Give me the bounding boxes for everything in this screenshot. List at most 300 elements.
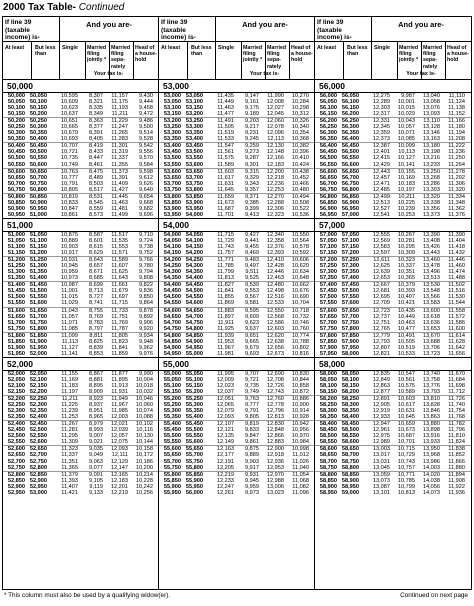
married-separately-tax-cell: 12,568 xyxy=(266,313,284,320)
at-least-cell: 50,300 xyxy=(7,130,25,137)
at-least-cell: 51,150 xyxy=(7,250,25,257)
married-jointly-tax-cell: 10,057 xyxy=(397,124,415,131)
married-separately-tax-cell: 12,200 xyxy=(266,168,284,175)
married-separately-tax-cell: 13,303 xyxy=(422,186,440,193)
single-tax-cell: 10,917 xyxy=(60,250,78,257)
head-of-household-tax-cell: 9,430 xyxy=(139,93,153,99)
but-less-than-cell: 56,650 xyxy=(341,168,359,175)
but-less-than-cell: 52,850 xyxy=(29,471,47,478)
head-of-household-tax-cell: 11,516 xyxy=(448,288,465,295)
but-less-than-label: But less than xyxy=(35,45,56,58)
at-least-cell: 50,100 xyxy=(7,105,25,112)
married-separately-tax-cell: 13,968 xyxy=(422,452,440,459)
married-jointly-tax-cell: 8,657 xyxy=(89,263,103,270)
but-less-than-cell: 51,850 xyxy=(29,332,47,339)
at-least-cell: 52,150 xyxy=(7,389,25,396)
at-least-cell: 54,550 xyxy=(163,300,181,307)
head-of-household-tax-cell: 9,808 xyxy=(139,275,153,282)
but-less-than-cell: 56,250 xyxy=(341,118,359,125)
married-separately-tax-cell: 12,726 xyxy=(266,382,284,389)
head-of-household-tax-cell: 11,068 xyxy=(292,477,309,484)
married-separately-tax-cell: 12,446 xyxy=(266,269,284,276)
but-less-than-cell: 58,700 xyxy=(341,452,359,459)
at-least-cell: 55,950 xyxy=(163,489,181,496)
block-heading: 54,000 xyxy=(159,219,314,232)
head-of-household-tax-cell: 10,718 xyxy=(291,307,309,314)
married-jointly-tax-cell: 9,875 xyxy=(245,446,259,453)
but-less-than-cell: 55,200 xyxy=(185,389,203,396)
married-separately-tax-cell: 13,758 xyxy=(422,376,440,383)
block-heading: 55,000 xyxy=(159,358,314,371)
head-of-household-tax-cell: 11,922 xyxy=(448,483,465,490)
table-row xyxy=(159,275,314,282)
at-least-cell: 54,700 xyxy=(163,319,181,326)
but-less-than-cell: 56,300 xyxy=(341,124,359,131)
at-least-cell: 55,250 xyxy=(163,402,181,409)
head-of-household-tax-cell: 10,144 xyxy=(135,439,153,446)
married-separately-tax-cell: 13,320 xyxy=(422,193,440,200)
at-least-cell: 51,650 xyxy=(7,313,25,320)
head-of-household-tax-cell: 9,920 xyxy=(139,325,153,332)
married-jointly-tax-cell: 9,371 xyxy=(245,193,259,200)
at-least-cell: 57,700 xyxy=(319,319,337,326)
single-tax-cell: 12,149 xyxy=(216,439,234,446)
at-least-cell: 54,150 xyxy=(163,250,181,257)
but-less-than-cell: 57,350 xyxy=(341,269,359,276)
but-less-than-cell: 53,950 xyxy=(185,205,203,212)
single-tax-cell: 11,197 xyxy=(61,389,78,396)
at-least-cell: 54,100 xyxy=(163,244,181,251)
married-jointly-tax-cell: 9,763 xyxy=(245,396,259,403)
single-tax-cell: 11,365 xyxy=(61,464,78,471)
head-of-household-tax-cell: 11,082 xyxy=(292,483,309,490)
married-separately-tax-cell: 13,408 xyxy=(422,237,440,244)
married-separately-tax-cell: 14,003 xyxy=(422,464,440,471)
single-tax-cell: 11,225 xyxy=(61,402,78,409)
single-tax-cell: 12,093 xyxy=(216,414,234,421)
but-less-than-cell: 57,500 xyxy=(341,288,359,295)
income-block xyxy=(315,80,471,218)
single-tax-cell: 11,043 xyxy=(61,307,78,314)
married-jointly-tax-cell: 8,811 xyxy=(89,332,103,339)
but-less-than-cell: 52,650 xyxy=(29,446,47,453)
at-least-cell: 56,750 xyxy=(319,186,337,193)
head-of-household-tax-cell: 10,830 xyxy=(291,370,309,377)
single-tax-cell: 12,023 xyxy=(216,382,234,389)
married-separately-tax-cell: 12,075 xyxy=(110,439,128,446)
single-tax-cell: 11,505 xyxy=(217,124,234,131)
married-jointly-tax-cell: 9,959 xyxy=(245,483,259,490)
married-jointly-tax-cell: 9,161 xyxy=(245,99,259,106)
at-least-cell: 57,200 xyxy=(319,257,337,264)
but-less-than-cell: 53,900 xyxy=(185,199,203,206)
head-of-household-tax-cell: 11,642 xyxy=(448,344,465,351)
married-separately-tax-cell: 12,096 xyxy=(266,130,284,137)
head-of-household-tax-cell: 9,822 xyxy=(139,282,153,289)
head-of-household-tax-cell: 11,824 xyxy=(448,439,465,446)
married-separately-tax-cell: 11,895 xyxy=(111,376,128,383)
married-jointly-tax-cell: 9,259 xyxy=(245,143,259,150)
head-of-household-tax-cell: 11,754 xyxy=(448,408,465,415)
at-least-cell: 56,050 xyxy=(319,99,337,106)
married-jointly-tax-cell: 10,197 xyxy=(397,186,415,193)
block-heading: 53,000 xyxy=(159,80,314,93)
but-less-than-cell: 57,150 xyxy=(341,244,359,251)
married-separately-tax-cell: 12,270 xyxy=(266,193,284,200)
but-less-than-cell: 52,300 xyxy=(29,402,47,409)
married-jointly-tax-cell: 8,853 xyxy=(89,350,103,357)
but-less-than-cell: 53,350 xyxy=(185,130,203,137)
but-less-than-cell: 55,450 xyxy=(185,421,203,428)
married-jointly-tax-cell: 9,497 xyxy=(245,263,259,270)
married-jointly-tax-cell: 9,609 xyxy=(245,313,259,320)
married-jointly-tax-cell: 8,713 xyxy=(89,288,103,295)
head-of-household-tax-cell: 10,522 xyxy=(291,205,309,212)
head-of-household-tax-cell: 10,914 xyxy=(291,408,309,415)
at-least-cell: 52,550 xyxy=(7,439,25,446)
but-less-than-cell: 51,600 xyxy=(29,300,47,307)
but-less-than-cell: 57,800 xyxy=(341,325,359,332)
single-tax-cell: 12,457 xyxy=(372,174,390,181)
at-least-cell: 57,750 xyxy=(319,325,337,332)
at-least-cell: 56,900 xyxy=(319,205,337,212)
head-of-household-tax-cell: 10,606 xyxy=(291,257,309,264)
table-row xyxy=(315,465,471,472)
married-separately-tax-cell: 13,216 xyxy=(422,155,440,162)
married-separately-tax-cell: 11,823 xyxy=(111,338,128,345)
but-less-than-cell: 55,800 xyxy=(185,464,203,471)
at-least-cell: 56,300 xyxy=(319,130,337,137)
married-jointly-tax-cell: 8,615 xyxy=(89,244,103,251)
but-less-than-cell: 53,400 xyxy=(185,136,203,143)
married-separately-tax-cell: 11,409 xyxy=(111,180,128,187)
married-jointly-tax-cell: 9,483 xyxy=(245,257,259,264)
married-jointly-tax-cell: 10,239 xyxy=(397,205,415,212)
head-of-household-tax-cell: 10,396 xyxy=(291,149,309,156)
head-of-household-tax-cell: 10,200 xyxy=(135,464,153,471)
but-less-than-cell: 55,000 xyxy=(185,350,203,357)
if-line-label: If line 39 (taxable income) is- xyxy=(317,19,352,41)
at-least-cell: 50,750 xyxy=(7,186,25,193)
married-jointly-tax-cell: 9,525 xyxy=(245,275,259,282)
married-separately-tax-cell: 11,841 xyxy=(111,344,128,351)
at-least-cell: 54,650 xyxy=(163,313,181,320)
married-jointly-tax-cell: 8,993 xyxy=(89,427,103,434)
single-tax-cell: 12,975 xyxy=(372,433,390,440)
at-least-cell: 55,700 xyxy=(163,458,181,465)
married-jointly-tax-cell: 10,799 xyxy=(397,483,415,490)
married-jointly-tax-cell: 8,349 xyxy=(89,111,103,118)
at-least-cell: 56,200 xyxy=(319,118,337,125)
but-less-than-cell: 58,250 xyxy=(341,396,359,403)
at-least-cell: 56,250 xyxy=(319,124,337,131)
head-of-household-tax-cell: 11,460 xyxy=(448,263,465,270)
single-tax-cell: 12,919 xyxy=(372,408,390,415)
married-jointly-tax-cell: 10,659 xyxy=(397,421,415,428)
if-line-label: If line 39 (taxable income) is- xyxy=(5,19,40,41)
single-tax-cell: 12,373 xyxy=(372,136,390,143)
single-tax-cell: 11,141 xyxy=(61,350,78,357)
at-least-cell: 51,750 xyxy=(7,325,25,332)
married-separately-tax-cell: 11,643 xyxy=(111,275,128,282)
head-of-household-tax-cell: 11,208 xyxy=(448,136,465,143)
single-tax-cell: 10,679 xyxy=(60,130,78,137)
income-block xyxy=(3,357,158,496)
head-of-household-tax-cell: 10,956 xyxy=(291,427,309,434)
married-separately-tax-cell: 11,589 xyxy=(111,257,128,264)
at-least-cell: 53,350 xyxy=(163,136,181,143)
married-jointly-tax-cell: 10,617 xyxy=(397,402,415,409)
but-less-than-cell: 54,400 xyxy=(185,275,203,282)
single-tax-cell: 12,779 xyxy=(372,332,390,339)
single-tax-cell: 11,841 xyxy=(217,288,234,295)
married-separately-tax-cell: 11,427 xyxy=(111,186,128,193)
single-tax-cell: 12,443 xyxy=(372,168,390,175)
head-of-household-tax-cell: 11,558 xyxy=(448,307,465,314)
at-least-cell: 52,950 xyxy=(7,489,25,496)
table-row xyxy=(315,439,471,446)
head-of-household-tax-cell: 10,872 xyxy=(291,389,309,396)
married-jointly-tax-cell: 10,183 xyxy=(397,180,415,187)
but-less-than-cell: 58,850 xyxy=(341,471,359,478)
married-jointly-tax-cell: 10,323 xyxy=(397,257,415,264)
at-least-cell: 54,450 xyxy=(163,288,181,295)
head-of-household-tax-cell: 11,628 xyxy=(448,338,465,345)
single-tax-cell: 12,905 xyxy=(372,402,390,409)
head-of-household-tax-cell: 9,976 xyxy=(139,350,153,357)
head-of-household-tax-cell: 10,508 xyxy=(291,199,309,206)
head-of-household-tax-cell: 11,530 xyxy=(448,294,465,301)
single-tax-cell: 12,275 xyxy=(372,93,390,99)
but-less-than-cell: 54,500 xyxy=(185,288,203,295)
but-less-than-cell: 56,400 xyxy=(341,136,359,143)
married-separately-tax-cell: 12,165 xyxy=(110,471,128,478)
at-least-cell: 51,800 xyxy=(7,332,25,339)
at-least-cell: 50,350 xyxy=(7,136,25,143)
single-tax-cell: 12,345 xyxy=(372,124,390,131)
your-tax-label: Your tax is- xyxy=(249,71,280,77)
at-least-cell: 50,600 xyxy=(7,168,25,175)
married-jointly-tax-cell: 9,441 xyxy=(245,237,259,244)
married-jointly-tax-cell: 9,791 xyxy=(245,408,259,415)
income-block xyxy=(159,80,314,218)
but-less-than-cell: 57,700 xyxy=(341,313,359,320)
single-tax-cell: 11,211 xyxy=(61,396,78,403)
but-less-than-cell: 50,750 xyxy=(29,180,47,187)
at-least-cell: 51,400 xyxy=(7,282,25,289)
married-jointly-tax-cell: 10,645 xyxy=(397,414,415,421)
but-less-than-cell: 53,800 xyxy=(185,186,203,193)
but-less-than-cell: 51,550 xyxy=(29,294,47,301)
head-of-household-tax-cell: 11,726 xyxy=(448,396,465,403)
head-of-household-tax-cell: 11,796 xyxy=(448,427,465,434)
married-separately-tax-cell: 11,553 xyxy=(111,244,128,251)
but-less-than-cell: 55,350 xyxy=(185,408,203,415)
head-of-household-tax-cell: 11,656 xyxy=(448,350,465,357)
but-less-than-cell: 58,500 xyxy=(341,427,359,434)
single-tax-cell: 11,407 xyxy=(61,483,78,490)
but-less-than-cell: 58,300 xyxy=(341,402,359,409)
head-of-household-tax-cell: 9,794 xyxy=(139,269,153,276)
but-less-than-cell: 50,200 xyxy=(29,111,47,118)
married-jointly-tax-cell: 8,433 xyxy=(89,149,103,156)
single-tax-cell: 12,611 xyxy=(373,257,390,264)
single-tax-cell: 12,583 xyxy=(372,244,390,251)
but-less-than-cell: 53,750 xyxy=(185,180,203,187)
head-of-household-tax-cell: 10,676 xyxy=(291,288,309,295)
married-separately-tax-cell: 11,445 xyxy=(111,193,128,200)
married-jointly-tax-cell: 9,679 xyxy=(245,344,259,351)
but-less-than-cell: 51,200 xyxy=(29,250,47,257)
married-separately-tax-cell: 13,460 xyxy=(422,257,440,264)
table-row xyxy=(315,111,471,118)
but-less-than-cell: 53,600 xyxy=(185,161,203,168)
head-of-household-tax-cell: 9,948 xyxy=(139,338,153,345)
married-separately-tax-cell: 13,006 xyxy=(266,483,284,490)
head-of-household-label: Head of a house-hold xyxy=(447,45,469,64)
but-less-than-cell: 56,500 xyxy=(341,149,359,156)
head-of-household-tax-cell: 11,838 xyxy=(448,446,465,453)
married-separately-tax-cell: 12,111 xyxy=(111,452,128,459)
at-least-cell: 57,600 xyxy=(319,307,337,314)
at-least-cell: 51,950 xyxy=(7,350,25,357)
at-least-cell: 58,750 xyxy=(319,464,337,471)
married-jointly-tax-cell: 8,909 xyxy=(89,389,103,396)
single-tax-cell: 11,323 xyxy=(61,446,78,453)
married-separately-tax-cell: 12,638 xyxy=(266,338,284,345)
your-tax-label: Your tax is- xyxy=(406,71,436,77)
married-separately-tax-cell: 13,933 xyxy=(422,439,440,446)
at-least-cell: 51,900 xyxy=(7,344,25,351)
but-less-than-cell: 51,350 xyxy=(29,269,47,276)
single-tax-cell: 10,707 xyxy=(60,143,78,150)
at-least-cell: 54,000 xyxy=(163,231,181,238)
single-tax-cell: 11,869 xyxy=(217,300,234,307)
single-tax-cell: 12,359 xyxy=(372,130,390,137)
but-less-than-cell: 54,800 xyxy=(185,325,203,332)
married-separately-tax-cell: 11,949 xyxy=(111,396,128,403)
married-separately-tax-cell: 13,776 xyxy=(422,382,440,389)
at-least-cell: 56,500 xyxy=(319,155,337,162)
at-least-cell: 51,350 xyxy=(7,275,25,282)
at-least-cell: 53,200 xyxy=(163,118,181,125)
married-jointly-tax-cell: 9,147 xyxy=(245,93,259,99)
at-least-cell: 50,700 xyxy=(7,180,25,187)
but-less-than-cell: 53,500 xyxy=(185,149,203,156)
single-tax-cell: 11,155 xyxy=(61,370,78,377)
at-least-cell: 56,550 xyxy=(319,161,337,168)
head-of-household-tax-cell: 11,446 xyxy=(448,257,465,264)
at-least-cell: 55,100 xyxy=(163,382,181,389)
table-row xyxy=(315,326,471,333)
but-less-than-label: But less than xyxy=(347,45,368,58)
head-of-household-tax-cell: 9,528 xyxy=(139,136,153,143)
head-of-household-tax-cell: 11,194 xyxy=(448,130,465,137)
at-least-cell: 53,150 xyxy=(163,111,181,118)
at-least-cell: 55,800 xyxy=(163,471,181,478)
but-less-than-cell: 53,850 xyxy=(185,193,203,200)
at-least-cell: 54,300 xyxy=(163,269,181,276)
single-tax-cell: 12,051 xyxy=(216,396,234,403)
single-tax-cell: 10,903 xyxy=(60,244,78,251)
married-jointly-tax-cell: 9,049 xyxy=(89,452,103,459)
single-tax-cell: 11,771 xyxy=(217,257,234,264)
at-least-cell: 52,400 xyxy=(7,421,25,428)
at-least-cell: 57,550 xyxy=(319,300,337,307)
at-least-cell: 51,050 xyxy=(7,237,25,244)
married-jointly-tax-cell: 9,105 xyxy=(89,477,103,484)
single-tax-cell: 12,499 xyxy=(372,193,390,200)
at-least-cell: 53,100 xyxy=(163,105,181,112)
single-tax-cell: 11,995 xyxy=(217,370,234,377)
married-separately-tax-cell: 13,058 xyxy=(422,99,440,106)
head-of-household-tax-cell: 9,458 xyxy=(139,105,153,112)
head-of-household-tax-cell: 9,906 xyxy=(139,319,153,326)
at-least-cell: 56,400 xyxy=(319,143,337,150)
single-tax-cell: 11,477 xyxy=(217,111,234,118)
head-of-household-tax-cell: 11,670 xyxy=(448,370,465,377)
at-least-cell: 50,500 xyxy=(7,155,25,162)
head-of-household-tax-cell: 9,836 xyxy=(139,288,153,295)
but-less-than-cell: 55,500 xyxy=(185,427,203,434)
at-least-cell: 53,750 xyxy=(163,186,181,193)
table-row xyxy=(159,326,314,333)
married-jointly-tax-cell: 10,771 xyxy=(397,471,415,478)
single-tax-cell: 12,863 xyxy=(372,382,390,389)
single-tax-cell: 10,847 xyxy=(60,205,78,212)
married-separately-tax-cell: 12,936 xyxy=(266,458,284,465)
married-jointly-tax-cell: 10,757 xyxy=(397,464,415,471)
at-least-cell: 53,450 xyxy=(163,149,181,156)
single-tax-cell: 11,855 xyxy=(217,294,234,301)
single-tax-cell: 11,337 xyxy=(61,452,78,459)
married-jointly-tax-cell: 9,469 xyxy=(245,250,259,257)
married-separately-tax-cell: 11,211 xyxy=(111,111,128,118)
at-least-cell: 51,450 xyxy=(7,288,25,295)
at-least-cell: 51,600 xyxy=(7,307,25,314)
block-heading: 52,000 xyxy=(3,358,158,371)
head-of-household-tax-cell: 11,502 xyxy=(448,282,465,289)
but-less-than-cell: 56,900 xyxy=(341,199,359,206)
at-least-cell: 58,950 xyxy=(319,489,337,496)
at-least-cell: 50,950 xyxy=(7,211,25,218)
married-jointly-tax-cell: 8,489 xyxy=(89,174,103,181)
but-less-than-cell: 52,800 xyxy=(29,464,47,471)
table-row xyxy=(3,389,158,396)
married-separately-tax-cell: 12,183 xyxy=(110,477,128,484)
married-jointly-tax-cell: 9,707 xyxy=(245,370,259,377)
head-of-household-tax-cell: 9,486 xyxy=(139,118,153,125)
married-separately-label: Married filing sepa-rately xyxy=(267,45,287,70)
married-jointly-tax-cell: 8,503 xyxy=(89,180,103,187)
income-block xyxy=(159,357,314,496)
head-of-household-tax-cell: 10,886 xyxy=(291,396,309,403)
married-separately-tax-cell: 13,286 xyxy=(422,180,440,187)
at-least-cell: 55,300 xyxy=(163,408,181,415)
head-of-household-tax-cell: 10,060 xyxy=(135,402,153,409)
tax-table-column xyxy=(3,17,159,589)
but-less-than-cell: 50,600 xyxy=(29,161,47,168)
but-less-than-cell: 50,650 xyxy=(29,168,47,175)
at-least-cell: 52,800 xyxy=(7,471,25,478)
at-least-cell: 52,500 xyxy=(7,433,25,440)
but-less-than-cell: 52,000 xyxy=(29,350,47,357)
at-least-cell: 58,150 xyxy=(319,389,337,396)
married-separately-tax-cell: 11,931 xyxy=(111,389,128,396)
married-separately-tax-cell: 11,571 xyxy=(111,250,128,257)
at-least-cell: 56,450 xyxy=(319,149,337,156)
single-tax-cell: 12,947 xyxy=(372,421,390,428)
